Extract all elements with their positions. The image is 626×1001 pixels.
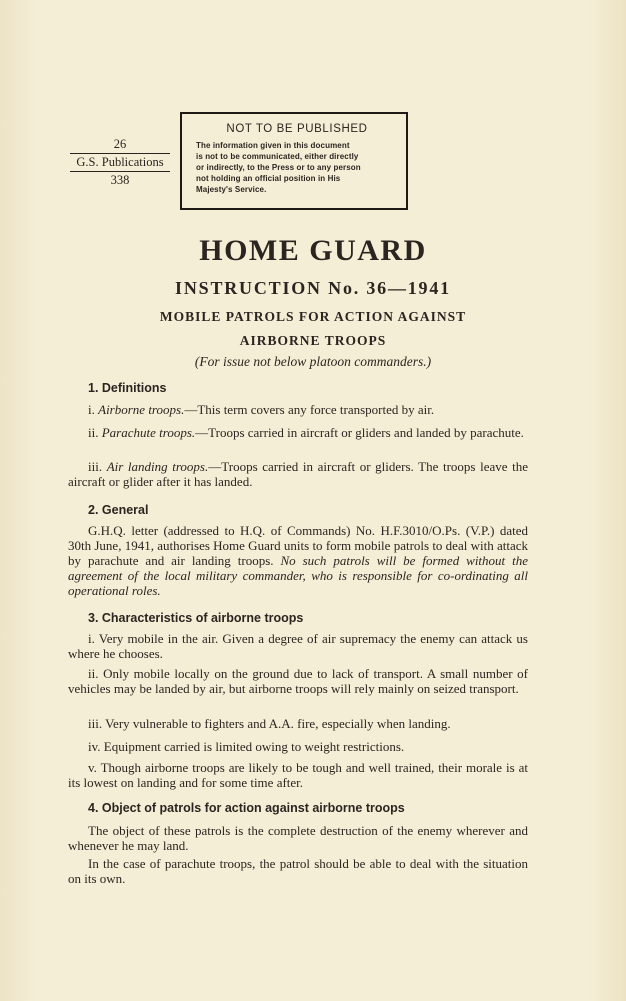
characteristic-text: v. Though airborne troops are likely to be tough and well trained, their morale is at its lowest on landing and for some time after.: [68, 760, 528, 790]
section-heading-object: 4. Object of patrols for action against airborne troops: [88, 801, 405, 815]
definition-text: —Troops carried in aircraft or gliders and landed by parachute.: [195, 425, 524, 440]
characteristic-text: ii. Only mobile locally on the ground due to lack of transport. A small number of vehicles may be landed by air, but airborne troops will rely mainly on seized transport.: [68, 666, 528, 696]
characteristic-text: i. Very mobile in the air. Given a degree of air supremacy the enemy can attack us where he chooses.: [68, 631, 528, 661]
warning-line: not holding an official position in His: [196, 174, 341, 183]
subtitle-line-2: AIRBORNE TROOPS: [239, 333, 387, 348]
issue-note-text: (For issue not below platoon commanders.): [194, 354, 432, 369]
general-paragraph: [68, 523, 528, 598]
item-number: ii.: [88, 425, 99, 440]
warning-line: Majesty's Service.: [196, 185, 267, 194]
term: Airborne troops.: [98, 402, 185, 417]
object-paragraph-2: [68, 856, 528, 886]
divider: [70, 153, 170, 154]
item-number: i.: [88, 402, 95, 417]
subtitle-line-1: MOBILE PATROLS FOR ACTION AGAINST: [159, 309, 467, 324]
instruction-number: INSTRUCTION No. 36—1941: [175, 278, 451, 298]
warning-line: is not to be communicated, either directly: [196, 152, 359, 161]
warning-text: [196, 140, 398, 195]
definition-air-landing: [68, 459, 528, 489]
publication-series: G.S. Publications: [76, 155, 164, 169]
definition-text: —This term covers any force transported by air.: [184, 402, 435, 417]
object-text: In the case of parachute troops, the patrol should be able to deal with the situation on its own.: [68, 856, 528, 886]
characteristic-item: [68, 760, 528, 790]
definition-text: —Troops carried in aircraft or gliders. The troops leave the aircraft or glider after it has landed.: [68, 459, 529, 489]
publication-number-bottom: 338: [110, 173, 130, 187]
warning-title: NOT TO BE PUBLISHED: [226, 123, 368, 135]
publication-reference: [70, 137, 170, 187]
characteristic-item: [68, 666, 528, 696]
characteristic-text: iv. Equipment carried is limited owing to weight restrictions.: [88, 739, 405, 754]
section-heading-general: 2. General: [88, 503, 149, 517]
issue-note: [0, 354, 626, 370]
characteristic-text: iii. Very vulnerable to fighters and A.A. fire, especially when landing.: [88, 716, 451, 731]
publication-number-top: 26: [113, 137, 127, 151]
general-italic-text: No such patrols will be formed without the agreement of the local military commander, who is responsible for co-ordinating all operational roles.: [68, 553, 528, 598]
section-heading-definitions: 1. Definitions: [88, 381, 167, 395]
warning-line: or indirectly, to the Press or to any person: [196, 163, 361, 172]
section-heading-characteristics: 3. Characteristics of airborne troops: [88, 611, 304, 625]
page-title: HOME GUARD: [199, 234, 427, 267]
object-text: The object of these patrols is the complete destruction of the enemy wherever and whenever he may land.: [68, 823, 528, 853]
characteristic-item: [68, 739, 528, 754]
term: Air landing troops.: [106, 459, 209, 474]
general-text: G.H.Q. letter (addressed to H.Q. of Commands) No. H.F.3010/O.Ps. (V.P.) dated 30th June, 1941, authorises Home Guard units to form mobile patrols to deal with attack by parachute and air landing troops.: [68, 523, 528, 568]
characteristic-item: [68, 631, 528, 661]
definition-parachute: [68, 425, 528, 440]
characteristic-item: [68, 716, 528, 731]
warning-line: The information given in this document: [196, 141, 350, 150]
object-paragraph-1: [68, 823, 528, 853]
definition-airborne: [68, 402, 528, 417]
not-to-be-published-box: [180, 112, 408, 210]
term: Parachute troops.: [101, 425, 196, 440]
item-number: iii.: [88, 459, 103, 474]
divider: [70, 171, 170, 172]
